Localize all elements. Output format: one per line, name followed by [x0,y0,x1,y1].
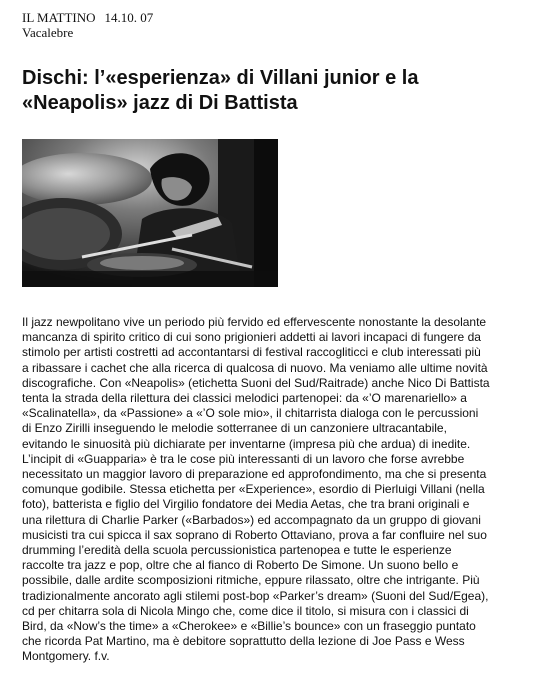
masthead-source [22,10,153,25]
article-body-line: musicisti tra cui spicca il sax soprano di Roberto Ottaviano, prova a far confluire nel suo [22,527,487,542]
article-body [22,315,536,665]
article-body-line: possibile, dalle ardite scomposizioni ritmiche, eppure rilassato, oltre che intrigante. Più [22,573,480,588]
article-body-line: comunque godibile. Stessa etichetta per «Experience», esordio di Pierluigi Villani (nella [22,482,485,497]
article-body-line: stimolo per artisti costretti ad accontantarsi di festival raccogliticci e club interessati più [22,345,481,360]
article-body-line: foto), batterista e figlio del Virgilio fondatore dei Media Aetas, che tra brani originali e [22,497,470,512]
article-body-line: evitando le sinuosità più dichiarate per inventarne (impresa più che ardua) di inedite. [22,436,471,451]
article-body-line: raccolte tra jazz e pop, oltre che al fianco di Roberto De Simone. Un suono bello e [22,558,459,573]
headline-line-1: Dischi: l’«esperienza» di Villani junior e la [22,67,419,89]
newspaper-name: IL MATTINO [22,10,96,25]
article-body-line: Bird, da «Now’s the time» a «Cherokee» e «Billie’s bounce» con un fraseggio puntato [22,619,476,634]
photo-drummer-illustration [22,139,278,287]
article-headline [22,66,522,116]
article-body-line: discografiche. Con «Neapolis» (etichetta Suoni del Sud/Raitrade) anche Nico Di Battista [22,375,490,390]
article-body-line: Montgomery. f.v. [22,649,110,664]
article-body-line: drumming l’eredità della scuola percussionistica partenopea e tutte le esperienze [22,543,452,558]
article-body-line: necessitato un maggior lavoro di preparazione ed approfondimento, ma che si presenta [22,467,487,482]
author-name: Vacalebre [22,25,74,40]
publication-date: 14.10. 07 [104,10,154,25]
article-body-line: Il jazz newpolitano vive un periodo più fervido ed effervescente nonostante la desolante [22,315,487,329]
article-body-line: tradizionalmente ancorato agli stilemi post-bop «Parker’s dream» (Suoni del Sud/Egea), [22,588,489,603]
article-body-line: «Scalinatella», da «Passione» a «’O sole mio», il chitarrista dialoga con le percussioni [22,406,479,421]
article-body-line: di Enzo Zirilli inseguendo le melodie sotterranee di un canzoniere ultracantabile, [22,421,447,436]
masthead [22,10,153,40]
article-body-line: tenta la strada della rilettura dei classici melodici partenopei: da «’O marenariello» a [22,391,467,406]
article-body-line: che ricorda Pat Martino, ma è debitore soprattutto della lezione di Joe Pass e Wess [22,634,465,649]
article-body-line: mancanza di spirito critico di cui sono prigionieri addetti ai lavori incapaci di fungere da [22,330,481,345]
article-body-line: cd per chitarra sola di Nicola Mingo che, come dice il titolo, si misura con i classici di [22,603,469,618]
article-photo-drummer [22,139,278,287]
article-body-line: una rilettura di Charlie Parker («Barbados») ed accompagnato da un gruppo di giovani [22,512,481,527]
headline-line-2: «Neapolis» jazz di Di Battista [22,92,298,114]
article-body-line: a ribassare i cachet che alla ricerca di qualcosa di nuovo. Ma veniamo alle ultime novità [22,360,488,375]
article-body-line: L’incipit di «Guapparia» è tra le cose più interessanti di un lavoro che forse avrebbe [22,451,465,466]
